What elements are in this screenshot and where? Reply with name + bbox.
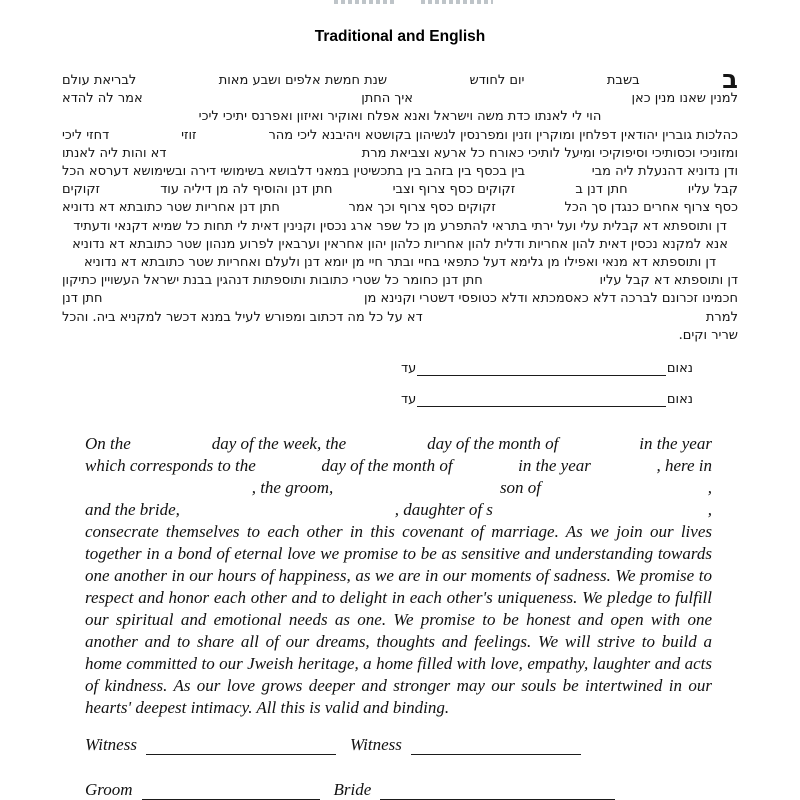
- text-segment: לבריאת עולם: [62, 73, 137, 88]
- text-segment: חתן דנן והוסיף לה מן דיליה עוד: [160, 182, 333, 198]
- text-segment: which corresponds to the: [85, 456, 256, 476]
- signature-blank-line: [411, 740, 581, 755]
- hebrew-text-line: [62, 181, 738, 199]
- hebrew-text-line: [62, 90, 738, 108]
- hebrew-text-line: [62, 65, 738, 95]
- signature-blank-line: [417, 394, 666, 407]
- text-segment: , the groom,: [251, 478, 334, 498]
- text-segment: דא והות ליה לאנתו: [62, 145, 167, 161]
- hebrew-text-line: [62, 108, 738, 126]
- hebrew-text-line: [62, 254, 738, 272]
- text-segment: in the year: [518, 456, 591, 476]
- english-fill-in-line: [85, 433, 712, 455]
- text-segment: day of the month of: [321, 456, 453, 476]
- text-segment: in the year: [639, 434, 712, 454]
- text-segment: , here in: [656, 456, 712, 476]
- text-segment: day of the week, the: [211, 434, 347, 454]
- text-segment: ב: [722, 65, 738, 95]
- text-segment: ודן נדוניא דהנעלת ליה מבי: [591, 164, 738, 180]
- text-segment: דא על כל מה דכתוב ומפורש לעיל במנא דכשר למקניא ביה. והכל: [62, 309, 423, 325]
- text-segment: חתן דנן: [62, 291, 103, 307]
- signature-blank-line: [142, 785, 320, 800]
- witness-label-1: Witness: [85, 735, 137, 755]
- text-segment: בשבת: [606, 73, 640, 88]
- ed-label: עד: [401, 361, 417, 377]
- text-segment: כהלכות גוברין יהודאין דפלחין ומוקרין וזנין ומפרנסין לנשיהון בקושטא ויהיבנא ליכי מהר: [268, 127, 738, 143]
- cropped-header-text-fragment: [334, 0, 396, 4]
- english-body-paragraph: consecrate themselves to each other in this covenant of marriage. As we join our lives together in a bond of eternal love we promise to be as sensitive and understanding towards one another in our hours of happiness, as we are in our moments of sadness. We promise to respect and honor each other and to delight in each other's uniqueness. We pledge to fulfill our spiritual and emotional needs as one. We promise to be honest and open with one another and to share all of our dreams, thoughts and feelings. We will strive to build a home committed to our Jweish heritage, a home filled with love, empathy, laughter and acts of kindness. As our love grows deeper and stronger may our souls be intertwined in our hearts' deepest intimacy. All this is valid and binding.: [85, 522, 712, 718]
- text-segment: כסף צרוף אחרים כנגדן סך הכל: [564, 200, 738, 216]
- cropped-header-text-fragment: [421, 0, 493, 4]
- naum-label: נאום: [666, 361, 693, 377]
- text-segment: אנא למקנא נכסין דאית להון אחריות ודלית להון אחריות כלהון יהון אחראין וערבאין לפרוע מנהון שטר כתובתא דא נדוניא: [72, 236, 728, 252]
- naum-label: נאום: [666, 392, 693, 408]
- text-segment: ,: [707, 478, 712, 498]
- text-segment: son of: [499, 478, 542, 498]
- text-segment: , daughter of s: [394, 500, 493, 520]
- hebrew-text-line: [62, 199, 738, 217]
- text-segment: חכמינו זכרונם לברכה דלא כאסמכתא ודלא כטופסי דשטרי וקנינא מן: [363, 291, 738, 307]
- hebrew-text-line: [62, 236, 738, 254]
- hebrew-text-block: [62, 65, 738, 345]
- text-segment: חתן דנן כחומר כל שטרי כתובות ותוספתות דנהגין בבנת ישראל העשויין כתיקון: [62, 273, 483, 289]
- groom-label: Groom: [85, 780, 133, 800]
- text-segment: דן ותוספתא דא קבלית עלי ועל ירתי בתראי להתפרע מן כל שפר ארג נכסין וקנינין דאית לי תחות כל שמיא דקנאי ודעתיד: [73, 218, 727, 234]
- text-segment: זוזי: [181, 127, 197, 143]
- text-segment: קבל עליו: [687, 182, 738, 198]
- witness-signature-row: [85, 735, 712, 755]
- text-segment: זקוקים: [62, 182, 101, 198]
- text-segment: דן ותוספתא דא מנאי ואפילו מן גלימא דעל כתפאי בחיי ובתר חיי מן יומא דנן ולעלם ואחריות שטר כתובתא דא נדוניא: [83, 255, 717, 271]
- english-fill-in-lines: [85, 433, 712, 521]
- hebrew-text-line: [62, 218, 738, 236]
- text-segment: שריר וקים.: [678, 327, 738, 343]
- text-segment: למרת: [705, 309, 738, 325]
- text-segment: זקוקים כסף צרוף וכך אמר: [348, 200, 496, 216]
- text-segment: איך החתן: [361, 91, 413, 107]
- groom-bride-signature-row: [85, 780, 712, 800]
- hebrew-text-line: [62, 272, 738, 290]
- hebrew-witness-signature-row-1: [401, 361, 693, 376]
- text-segment: חתן דנן אחריות שטר כתובתא דא נדוניא: [62, 200, 280, 216]
- hebrew-text-line: [62, 290, 738, 308]
- text-segment: למנין שאנו מנין כאן: [631, 91, 738, 107]
- signature-blank-line: [417, 363, 666, 376]
- signature-blank-line: [146, 740, 336, 755]
- english-fill-in-line: [85, 499, 712, 521]
- text-segment: day of the month of: [427, 434, 559, 454]
- bride-label: Bride: [333, 780, 372, 800]
- signature-blank-line: [380, 785, 615, 800]
- hebrew-text-line: [62, 327, 738, 345]
- hebrew-text-line: [62, 127, 738, 145]
- ed-label: עד: [401, 392, 417, 408]
- hebrew-text-line: [62, 145, 738, 163]
- english-fill-in-line: [85, 455, 712, 477]
- text-segment: דן ותוספתא דא קבל עליו: [599, 273, 738, 289]
- text-segment: יום לחודש: [469, 73, 525, 88]
- witness-label-2: Witness: [349, 735, 402, 755]
- text-segment: אמר לה להדא: [62, 91, 143, 107]
- hebrew-witness-signature-section: [0, 361, 800, 407]
- english-fill-in-line: [85, 477, 712, 499]
- text-segment: הוי לי לאנתו כדת משה וישראל ואנא אפלח ואוקיר ואיזון ואפרנס יתיכי ליכי: [198, 109, 602, 125]
- text-segment: On the: [85, 434, 131, 454]
- text-segment: דחזי ליכי: [62, 127, 110, 143]
- english-text-block: [85, 433, 712, 719]
- text-segment: ,: [707, 500, 712, 520]
- text-segment: שנת חמשת אלפים ושבע מאות: [218, 73, 388, 88]
- hebrew-text-line: [62, 163, 738, 181]
- text-segment: זקוקים כסף צרוף וצבי: [392, 182, 516, 198]
- text-segment: ומזוניכי וכסותיכי וסיפוקיכי ומיעל לותיכי כאורח כל ארעא וצביאת מרת: [361, 145, 738, 161]
- page-title: Traditional and English: [314, 28, 486, 45]
- text-segment: and the bride,: [85, 500, 180, 520]
- text-segment: בין בכסף בין בזהב בין בתכשיטין במאני דלבושא בשימושי דירה ובשימושא דערסא הכל: [62, 164, 526, 180]
- hebrew-witness-signature-row-2: [401, 392, 693, 407]
- hebrew-text-line: [62, 309, 738, 327]
- text-segment: חתן דנן ב: [575, 182, 628, 198]
